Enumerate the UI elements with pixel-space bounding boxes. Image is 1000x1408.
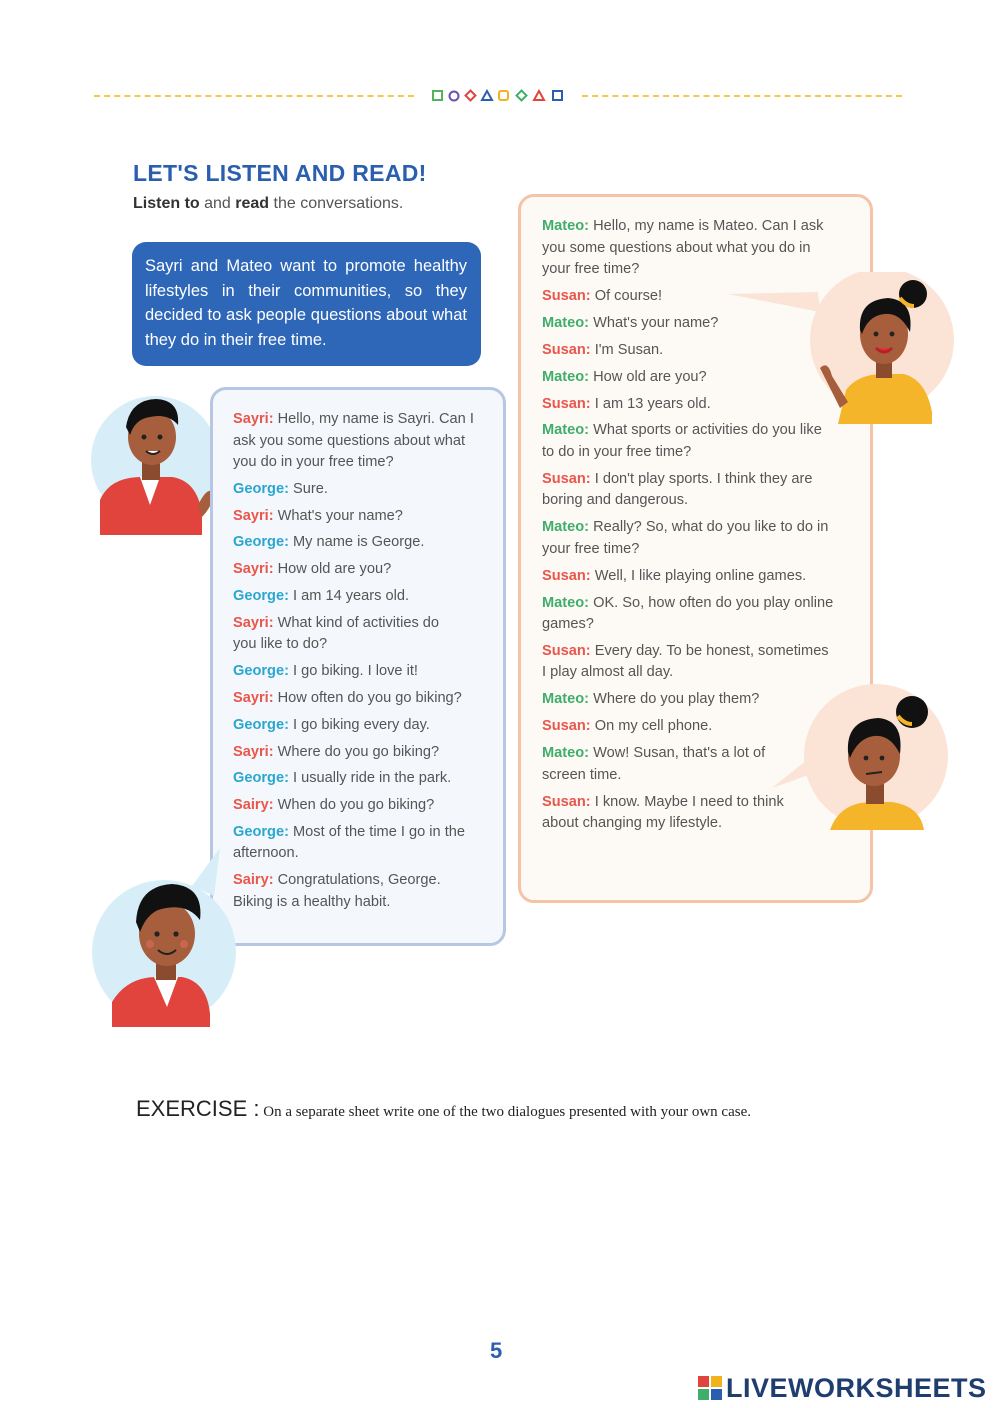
dialogue-text: screen time. <box>542 766 622 783</box>
speaker-name: Mateo: <box>542 594 590 611</box>
dialogue-text: Congratulations, George. <box>277 872 441 889</box>
speaker-name: Susan: <box>542 567 591 584</box>
dialogue-text: Wow! Susan, that's a lot of <box>593 745 766 762</box>
dialogue-line <box>542 469 812 491</box>
speaker-name: Mateo: <box>542 368 590 385</box>
speaker-name: George: <box>233 480 289 497</box>
speaker-name: George: <box>233 588 289 604</box>
dialogue-line <box>233 532 424 554</box>
dialogue-line <box>542 340 663 362</box>
dialogue-line <box>233 613 439 635</box>
dialogue-line <box>233 506 403 528</box>
dialogue-text: Hello, my name is Sayri. Can I <box>277 411 474 427</box>
dialogue-line <box>233 795 434 817</box>
susan-avatar-waving <box>728 272 956 424</box>
dialogue-line <box>542 216 823 238</box>
dialogue-text: games? <box>542 616 594 632</box>
dialogue-line <box>542 689 759 711</box>
dialogue-line <box>542 813 722 835</box>
dialogue-text: Where do you play them? <box>593 691 760 708</box>
dialogue-line <box>542 313 718 335</box>
dialogue-text: to do in your free time? <box>542 443 692 460</box>
dialogue-text: you like to do? <box>233 636 328 653</box>
dialogue-line <box>542 743 765 765</box>
dialogue-line <box>542 641 829 663</box>
decorative-shapes-icon <box>432 89 566 103</box>
dialogue-line <box>542 716 712 738</box>
dialogue-line <box>233 742 439 764</box>
dialogue-text: about changing my lifestyle. <box>542 815 723 831</box>
dialogue-line <box>233 586 409 608</box>
dialogue-line <box>233 559 391 581</box>
dialogue-text: Biking is a healthy habit. <box>233 893 391 910</box>
top-dashed-line-left <box>94 95 414 97</box>
dialogue-text: OK. So, how often do you play online <box>593 594 834 611</box>
speaker-name: Mateo: <box>542 218 590 234</box>
dialogue-line <box>542 593 833 615</box>
speaker-name: George: <box>233 770 289 787</box>
dialogue-line <box>542 792 784 814</box>
speaker-name: Susan: <box>542 718 591 735</box>
dialogue-text: Sure. <box>293 480 328 497</box>
dialogue-text: What's your name? <box>277 507 403 524</box>
page-title: LET'S LISTEN AND READ! <box>133 160 427 186</box>
dialogue-line <box>542 238 811 260</box>
dialogue-text: you do in your free time? <box>233 454 394 470</box>
speaker-name: Sayri: <box>233 614 274 631</box>
dialogue-text: ask you some questions about what <box>233 432 466 449</box>
speaker-name: Sayri: <box>233 507 274 524</box>
dialogue-line <box>542 614 594 636</box>
dialogue-text: What sports or activities do you like <box>593 422 822 439</box>
liveworksheets-logo-text: LIVEWORKSHEETS <box>726 1372 987 1403</box>
speaker-name: Sairy: <box>233 797 274 814</box>
speaker-name: Susan: <box>542 793 591 810</box>
george-avatar-waving <box>90 385 230 535</box>
speaker-name: Mateo: <box>542 519 590 536</box>
dialogue-line <box>233 688 462 710</box>
dialogue-text: Most of the time I go in the <box>293 823 465 840</box>
dialogue-text: I usually ride in the park. <box>293 770 452 787</box>
dialogue-text: Really? So, what do you like to do in <box>593 519 829 536</box>
speaker-name: Mateo: <box>542 745 590 762</box>
speaker-name: Sayri: <box>233 411 274 427</box>
page-number: 5 <box>490 1338 503 1363</box>
dialogue-line <box>233 452 394 474</box>
dialogue-line <box>542 490 688 512</box>
dialogue-text: What's your name? <box>593 314 719 331</box>
dialogue-line <box>542 662 673 684</box>
dialogue-text: Of course! <box>594 287 663 304</box>
dialogue-line <box>233 822 465 844</box>
exercise-text: On a separate sheet write one of the two dialogues presented with your own case. <box>259 1104 751 1120</box>
top-dashed-line-right <box>582 95 902 97</box>
dialogue-text: your free time? <box>542 540 640 557</box>
speaker-name: Susan: <box>542 287 591 304</box>
dialogue-text: Every day. To be honest, sometimes <box>594 642 829 659</box>
speaker-name: Sayri: <box>233 689 274 706</box>
speaker-name: Sayri: <box>233 743 274 760</box>
speaker-name: George: <box>233 823 289 840</box>
dialogue-line <box>542 286 662 308</box>
speaker-name: Mateo: <box>542 314 590 331</box>
dialogue-text: I know. Maybe I need to think <box>594 793 784 810</box>
speaker-name: Susan: <box>542 470 591 487</box>
dialogue-line <box>233 634 327 656</box>
dialogue-line <box>233 843 299 865</box>
speaker-name: Susan: <box>542 642 591 659</box>
dialogue-text: How old are you? <box>277 561 392 578</box>
dialogue-text: I play almost all day. <box>542 664 674 681</box>
dialogue-line <box>542 566 806 588</box>
speaker-name: Sayri: <box>233 561 274 578</box>
dialogue-text: My name is George. <box>293 534 425 551</box>
dialogue-text: I go biking. I love it! <box>293 663 418 680</box>
dialogue-text: Hello, my name is Mateo. Can I ask <box>593 218 824 234</box>
exercise-instruction <box>136 1096 751 1122</box>
speaker-name: George: <box>233 716 289 733</box>
dialogue-line <box>233 409 474 431</box>
dialogue-text: boring and dangerous. <box>542 492 689 509</box>
dialogue-line <box>542 259 639 281</box>
dialogue-line <box>233 892 390 914</box>
dialogue-line <box>233 431 465 453</box>
dialogue-text: On my cell phone. <box>594 718 713 735</box>
dialogue-text: What kind of activities do <box>277 614 440 631</box>
speaker-name: Mateo: <box>542 422 590 439</box>
speaker-name: Susan: <box>542 395 591 412</box>
exercise-label: EXERCISE : <box>136 1096 260 1121</box>
dialogue-line <box>233 870 441 892</box>
dialogue-line <box>542 517 828 539</box>
dialogue-text: I am 14 years old. <box>293 588 410 604</box>
dialogue-text: How often do you go biking? <box>277 689 462 706</box>
susan-avatar-thinking <box>772 670 952 840</box>
george-avatar-smiling <box>92 842 242 1027</box>
page-subtitle: Listen to and read the conversations. <box>133 195 404 212</box>
speaker-name: George: <box>233 534 289 551</box>
dialogue-line <box>542 367 707 389</box>
dialogue-line <box>542 442 691 464</box>
speaker-name: Sairy: <box>233 872 274 889</box>
dialogue-text: I don't play sports. I think they are <box>594 470 813 487</box>
dialogue-text: I go biking every day. <box>293 716 430 733</box>
dialogue-line <box>233 479 328 501</box>
speaker-name: George: <box>233 663 289 680</box>
liveworksheets-logo-icon <box>698 1376 722 1400</box>
dialogue-text: you some questions about what you do in <box>542 239 811 256</box>
dialogue-line <box>233 768 451 790</box>
intro-box: Sayri and Mateo want to promote healthy lifestyles in their communities, so they decided to ask people questions about what they do in their free time. <box>132 242 481 366</box>
dialogue-text: Well, I like playing online games. <box>594 567 807 584</box>
dialogue-text: I am 13 years old. <box>594 395 711 412</box>
liveworksheets-logo[interactable] <box>698 1372 987 1404</box>
dialogue-line <box>542 394 711 416</box>
dialogue-text: Where do you go biking? <box>277 743 440 760</box>
dialogue-line <box>542 539 639 561</box>
speaker-name: Susan: <box>542 341 591 358</box>
speaker-name: Mateo: <box>542 691 590 708</box>
dialogue-line <box>542 765 621 787</box>
dialogue-line <box>233 661 418 683</box>
dialogue-text: When do you go biking? <box>277 797 435 814</box>
dialogue-text: afternoon. <box>233 845 299 862</box>
dialogue-text: your free time? <box>542 261 640 277</box>
dialogue-text: I'm Susan. <box>594 341 664 358</box>
dialogue-line <box>233 715 430 737</box>
dialogue-text: How old are you? <box>593 368 707 385</box>
